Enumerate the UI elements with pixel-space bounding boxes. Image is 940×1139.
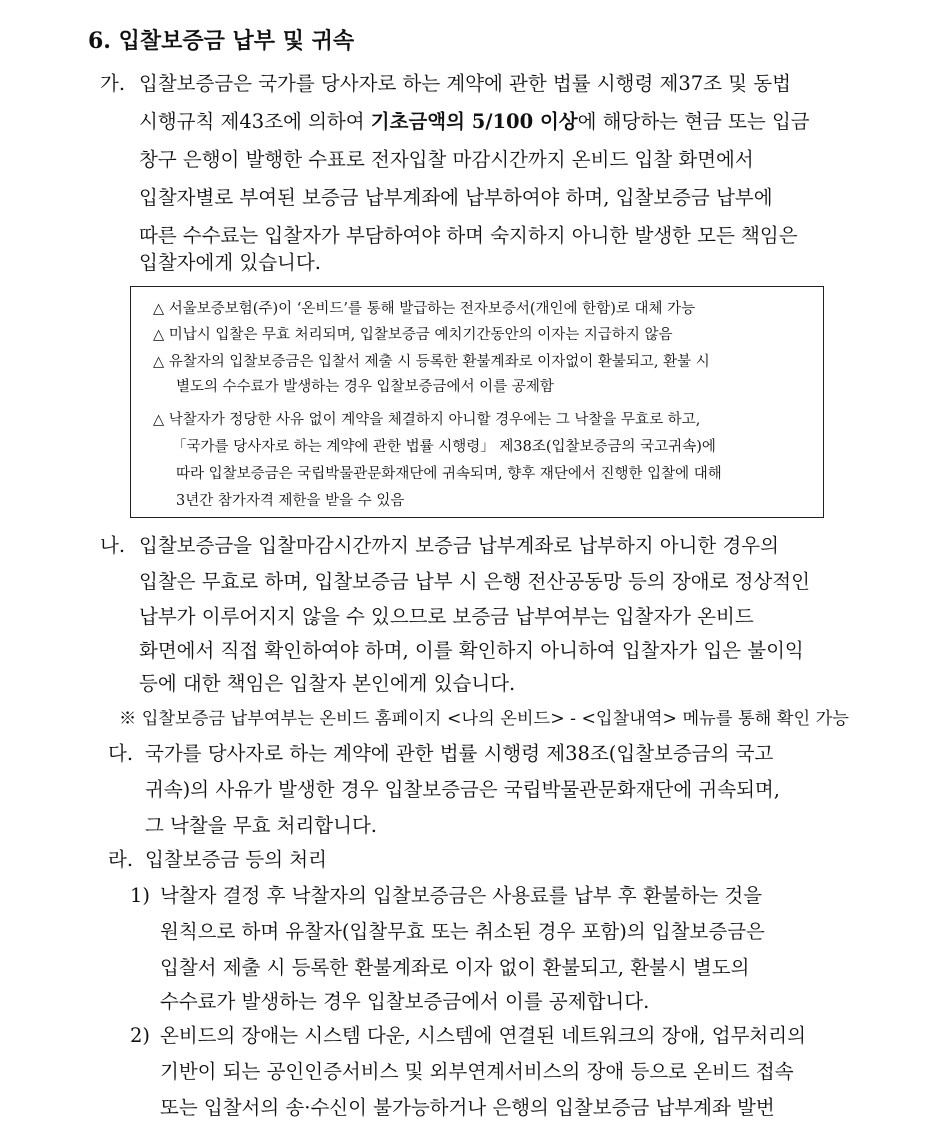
item-2-line: 온비드의 장애는 시스템 다운, 시스템에 연결된 네트워크의 장애, 업무처리의 [160,1024,806,1047]
section-ga-line: 창구 은행이 발행한 수표로 전자입찰 마감시간까지 온비드 입찰 화면에서 [139,148,754,171]
notice-line: 따라 입찰보증금은 국립박물관문화재단에 귀속되며, 향후 재단에서 진행한 입찰에 대해 [176,466,722,482]
item-1-marker: 1) [130,884,151,907]
section-ga-line: 입찰자에게 있습니다. [139,251,321,274]
notice-line: △ 미납시 입찰은 무효 처리되며, 입찰보증금 예치기간동안의 이자는 지급하지 않음 [153,327,673,343]
section-da-line: 귀속)의 사유가 발생한 경우 입찰보증금은 국립박물관문화재단에 귀속되며, [145,778,780,801]
item-2-marker: 2) [130,1024,151,1047]
section-da-line: 그 낙찰을 무효 처리합니다. [145,814,378,837]
section-ga-marker: 가. [100,72,126,95]
notice-line: 3년간 참가자격 제한을 받을 수 있음 [176,493,405,509]
section-ga-line [139,108,810,136]
item-2-line: 기반이 되는 공인인증서비스 및 외부연계서비스의 장애 등으로 온비드 접속 [160,1060,794,1083]
item-1-line: 낙찰자 결정 후 낙찰자의 입찰보증금은 사용료를 납부 후 환불하는 것을 [160,884,763,907]
highlight-amount: 기초금액의 5/100 이상 [370,110,578,133]
section-ga-line: 입찰자별로 부여된 보증금 납부계좌에 납부하여야 하며, 입찰보증금 납부에 [139,186,773,209]
section-na-line: 입찰은 무효로 하며, 입찰보증금 납부 시 은행 전산공동망 등의 장애로 정상적인 [139,570,810,593]
section-na-marker: 나. [100,534,126,557]
section-ga-text: 시행규칙 제43조에 의하여 [139,110,371,133]
notice-line: 「국가를 당사자로 하는 계약에 관한 법률 시행령」 제38조(입찰보증금의 국고귀속)에 [172,439,716,455]
section-ga-line: 따른 수수료는 입찰자가 부담하여야 하며 숙지하지 아니한 발생한 모든 책임은 [139,224,798,247]
section-ga-text: 에 해당하는 현금 또는 입금 [577,110,810,133]
section-na-line: 납부가 이루어지지 않을 수 있으므로 보증금 납부여부는 입찰자가 온비드 [139,605,754,628]
note-line: ※ 입찰보증금 납부여부는 온비드 홈페이지 <나의 온비드> - <입찰내역> 메뉴를 통해 확인 가능 [119,709,849,729]
section-ga-line: 입찰보증금은 국가를 당사자로 하는 계약에 관한 법률 시행령 제37조 및 동법 [139,72,791,95]
section-na-line: 등에 대한 책임은 입찰자 본인에게 있습니다. [139,672,516,695]
section-na-line: 화면에서 직접 확인하여야 하며, 이를 확인하지 아니하여 입찰자가 입은 불이익 [139,639,804,662]
section-heading: 6. 입찰보증금 납부 및 귀속 [88,28,355,54]
notice-line: △ 낙찰자가 정당한 사유 없이 계약을 체결하지 아니할 경우에는 그 낙찰을 무효로 하고, [153,412,701,428]
item-2-line: 또는 입찰서의 송·수신이 불가능하거나 은행의 입찰보증금 납부계좌 발번 [160,1096,775,1119]
notice-line: △ 서울보증보험(주)이 ‘온비드’를 통해 발급하는 전자보증서(개인에 한함)로 대체 가능 [153,301,696,317]
section-da-marker: 다. [108,742,134,765]
notice-line: △ 유찰자의 입찰보증금은 입찰서 제출 시 등록한 환불계좌로 이자없이 환불되고, 환불 시 [153,354,710,370]
section-na-line: 입찰보증금을 입찰마감시간까지 보증금 납부계좌로 납부하지 아니한 경우의 [139,534,779,557]
item-1-line: 수수료가 발생하는 경우 입찰보증금에서 이를 공제합니다. [160,990,650,1013]
section-ra-title: 입찰보증금 등의 처리 [145,848,327,871]
notice-line: 별도의 수수료가 발생하는 경우 입찰보증금에서 이를 공제함 [176,379,554,395]
section-da-line: 국가를 당사자로 하는 계약에 관한 법률 시행령 제38조(입찰보증금의 국고 [145,742,774,765]
section-ra-marker: 라. [108,848,134,871]
item-1-line: 입찰서 제출 시 등록한 환불계좌로 이자 없이 환불되고, 환불시 별도의 [160,956,750,979]
item-1-line: 원칙으로 하며 유찰자(입찰무효 또는 취소된 경우 포함)의 입찰보증금은 [160,920,765,943]
